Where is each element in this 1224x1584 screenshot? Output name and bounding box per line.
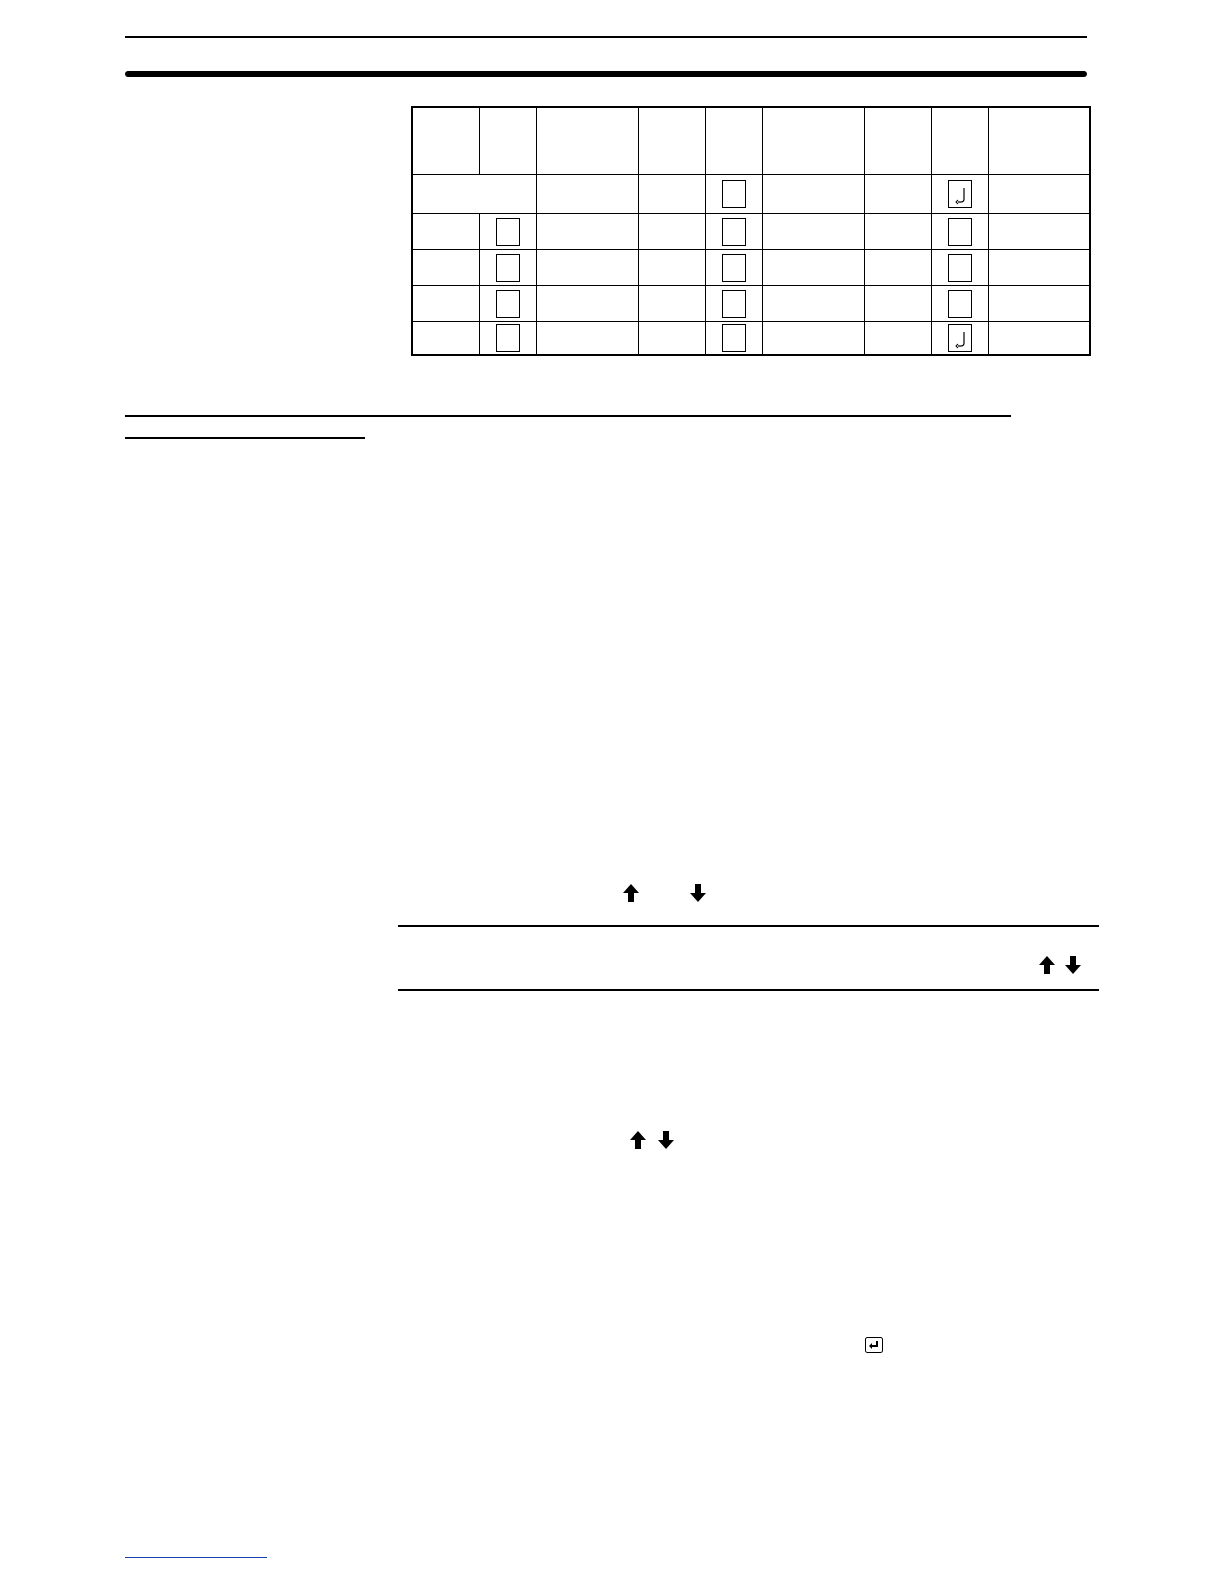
table-cell <box>931 250 988 286</box>
table-cell <box>479 322 536 355</box>
table-cell <box>705 286 762 322</box>
table-cell <box>931 286 988 322</box>
blank-key-icon <box>948 218 972 246</box>
table-cell <box>479 286 536 322</box>
table-row <box>412 175 1090 214</box>
table-cell <box>762 175 864 214</box>
blank-key-icon <box>948 254 972 282</box>
table-cell <box>412 322 479 355</box>
header-cell <box>762 107 864 175</box>
table-header-row <box>412 107 1090 175</box>
table-row <box>412 250 1090 286</box>
table-cell <box>988 214 1090 250</box>
table-cell <box>864 214 931 250</box>
enter-key-icon <box>865 1337 883 1353</box>
header-cell <box>864 107 931 175</box>
table-cell <box>638 175 705 214</box>
header-cell <box>931 107 988 175</box>
down-arrow-icon <box>658 1131 674 1149</box>
table-row <box>412 214 1090 250</box>
table-cell <box>864 286 931 322</box>
table-cell <box>864 322 931 355</box>
table-cell <box>479 250 536 286</box>
blank-key-icon <box>496 254 520 282</box>
header-cell <box>988 107 1090 175</box>
table-cell <box>988 175 1090 214</box>
table-cell <box>931 175 988 214</box>
table-cell <box>705 322 762 355</box>
blank-key-icon <box>496 218 520 246</box>
table-cell <box>864 250 931 286</box>
table-cell <box>536 175 638 214</box>
table-cell <box>412 175 536 214</box>
table-row <box>412 286 1090 322</box>
table-cell <box>638 250 705 286</box>
down-arrow-icon <box>1065 956 1081 974</box>
table-cell <box>705 250 762 286</box>
table-cell <box>931 214 988 250</box>
table-cell <box>536 214 638 250</box>
header-cell <box>412 107 479 175</box>
table-cell <box>988 286 1090 322</box>
down-arrow-icon <box>690 884 706 902</box>
blank-key-icon <box>722 254 746 282</box>
blank-key-icon <box>496 290 520 318</box>
table-cell <box>412 250 479 286</box>
table-cell <box>762 322 864 355</box>
blank-key-icon <box>722 218 746 246</box>
table-cell <box>479 214 536 250</box>
table-cell <box>988 322 1090 355</box>
note-rule-bottom <box>398 989 1099 991</box>
blank-key-icon <box>722 180 746 208</box>
blank-key-icon <box>496 324 520 352</box>
table-cell <box>705 175 762 214</box>
section-rule-long <box>125 415 1011 417</box>
header-cell <box>479 107 536 175</box>
section-rule-short <box>125 437 365 439</box>
table-cell <box>762 250 864 286</box>
table-cell <box>864 175 931 214</box>
table-cell <box>705 214 762 250</box>
table-cell <box>536 286 638 322</box>
key-table <box>411 106 1091 356</box>
header-rule-thin <box>125 36 1087 38</box>
blank-key-icon <box>722 290 746 318</box>
table-cell <box>638 286 705 322</box>
table-cell <box>931 322 988 355</box>
blank-key-icon <box>722 324 746 352</box>
header-rule-thick <box>125 71 1087 77</box>
header-cell <box>536 107 638 175</box>
header-cell <box>638 107 705 175</box>
table-cell <box>412 214 479 250</box>
table-cell <box>988 250 1090 286</box>
footer-link-underline[interactable] <box>125 1557 267 1558</box>
table-cell <box>762 286 864 322</box>
table-cell <box>762 214 864 250</box>
table-row <box>412 322 1090 355</box>
enter-key-icon <box>948 180 972 208</box>
note-rule-top <box>398 925 1099 927</box>
header-cell <box>705 107 762 175</box>
enter-key-icon <box>948 324 972 352</box>
table-cell <box>536 322 638 355</box>
table-cell <box>638 322 705 355</box>
table-cell <box>638 214 705 250</box>
up-arrow-icon <box>1039 956 1055 974</box>
table-cell <box>412 286 479 322</box>
blank-key-icon <box>948 290 972 318</box>
table-cell <box>536 250 638 286</box>
up-arrow-icon <box>630 1131 646 1149</box>
up-arrow-icon <box>623 884 639 902</box>
